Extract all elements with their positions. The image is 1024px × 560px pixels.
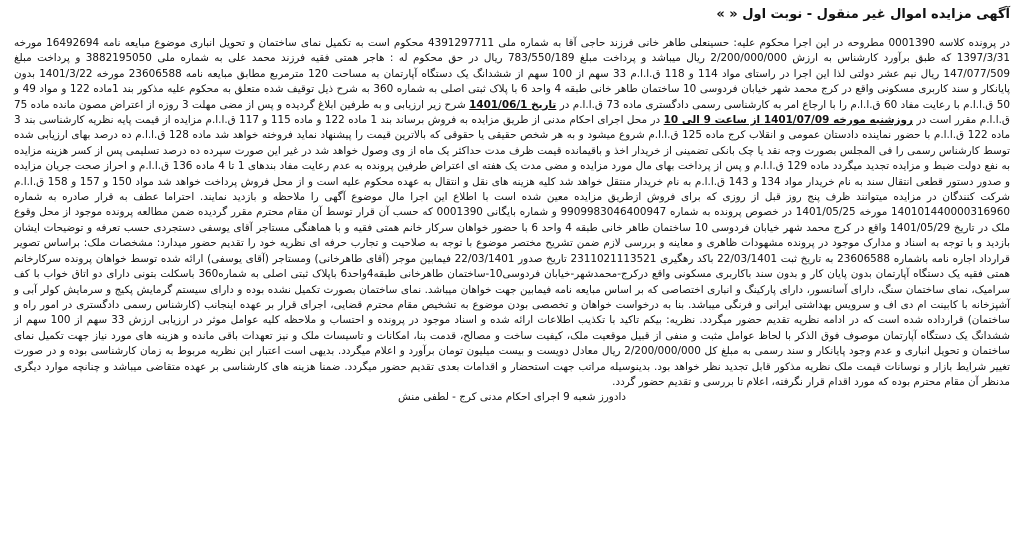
notice-title: آگهی مزایده اموال غیر منقول - نوبت اول « » bbox=[716, 7, 1010, 22]
signature: دادورز شعبه 9 اجرای احکام مدنی کرج - لطفی منش bbox=[398, 391, 626, 404]
notice-paragraph-1: در پرونده کلاسه 0001390 مطروحه در این اجرا محکوم علیه: حسینعلی طاهر خانی فرزند حاجی آقا به شماره ملی 4391297711 محکوم است به تکمیل نمای ساختمان و تحویل انباری موضوع مبایعه نامه 16492694 مورخه 1397/3/31 که طبق برآورد کارشناس به ارزش 2/200/000/000 ریال میباشد و پرداخت مبلغ 783/550/189 ریال در حق محکوم له : هاجر همتی فقیه فرزند محمد علی به شماره ملی 3882195050 و پرداخت مبلغ 147/077/509 ریال نیم عشر دولتی لذا این اجرا در راستای مواد 114 و 118 ق.ا.ا.م 33 سهم از 100 سهم از ششدانگ یک دستگاه آپارتمان به مساحت 120 مترمربع مطابق مبایعه نامه 23606588 مورخه 1401/3/22 بدون پایانکار و سند کاربری مسکونی واقع در کرج محمد شهر خیابان فردوسی 10 ساختمان طاهر خانی طبقه 4 واحد 6 با پلاک ثبتی اصلی به شماره 360 به شرح ذیل توقیف شده متعلق به محکوم علیه مذکور بند 1ماده 122 و مواد 49 و 50 ق.ا.ا.م با رعایت مفاد 60 ق.ا.ا.م را با ارجاع امر به کارشناسی رسمی دادگستری ماده 73 ق.ا.ا.م در bbox=[14, 37, 1011, 111]
auction-time: روزشنبه مورخه 1401/07/09 از ساعت 9 الی 10 bbox=[663, 114, 913, 127]
notice-paragraph-3: در محل اجرای احکام مدنی از طریق مزایده به فروش برساند بند 1 ماده 122 و ماده 115 و 117 ق.ا.ا.م مزایده از قیمت پایه نظریه کارشناسی بند 3 ماده 122 ق.ا.ا.م با حضور نماینده دادستان عمومی و انقلاب کرج ماده 125 ق.ا.ا.م شروع میشود و به هر شخص حقیقی یا حقوقی که بالاترین قیمت را پیشنهاد نماید فروخته خواهد شد ماده 128 ق.ا.ا.م ده درصد بهای ارزیابی شده توسط کارشناس رسمی را فی المجلس بصورت وجه نقد یا چک بانکی تضمینی از خریدار اخذ و باقیمانده قیمت ظرف مدت حداکثر یک ماه از وی وصول خواهد شد در غیر این صورت سپرده ده درصد تسلیمی پس از کسر هزینه مزایده به نفع دولت ضبط و مزایده تجدید میگردد ماده 129 ق.ا.ا.م و پس از پرداخت بهای مال مورد مزایده و مضی مدت یک هفته ای اعتراض طرفین پرونده به عدم رعایت مفاد بندهای 1 تا 4 ماده 136 ق.ا.ا.م و احراز صحت جریان مزایده و صدور دستور قطعی انتقال سند به نام خریدار مواد 134 و 143 ق.ا.ا.م به نام خریدار منتقل خواهد شد کلیه هزینه های نقل و انتقال به عهده محکوم علیه است و از محل فروش پرداخت خواهد شد مواد 150 و 157 و 158 ق.ا.ا.م شرکت کنندگان در مزایده میتوانند ظرف پنج روز قبل از روزی که برای فروش ازطریق مزایده معین شده است با اطلاع این اجرا مال موضوع آگهی را ملاحظه و بازدید نمایند. احتراما عطف به قرار صادره به شماره 140101440000316960 مورخه 1401/05/25 در خصوص پرونده به شماره 9909983046400947 و شماره بایگانی 0001390 که حسب آن قرار توسط آن مقام محترم مقرر گردیده ضمن مطالعه پرونده موجود از محل وقوع ملک در تاریخ 1401/05/29 واقع در کرج محمد شهر خیابان فردوسی 10 ساختمان طاهر خانی طبقه 4 واحد 6 با حضور خواهان سرکار خانم همتی فقیه و با هماهنگی مستاجر آقای یوسفی دستجردی حسب تعرفه و توضیحات ایشان بازدید و با توجه به اسناد و مدارک موجود در پرونده مشهودات ظاهری و معاینه و بررسی لازم ضمن تشریح مختصر موضوع با توجه به صلاحیت و تجارب حرفه ای نظریه خود را تقدیم حضور میدارد: مشخصات ملک: براساس تصویر قرارداد اجاره نامه باشماره 23606588 به تاریخ ثبت 22/03/1401 باکد رهگیری 2311021113521 تاریخ صدور 22/03/1401 فیمابین موجر (آقای طاهرخانی) ومستاجر (آقای یوسفی) ارائه شده توسط خواهان پرونده سرکارخانم همتی فقیه یک دستگاه آپارتمان بدون پایان کار و بدون سند باکاربری مسکونی واقع درکرج-محمدشهر-خیابان فردوسی10-ساختمان طاهرخانی طبقه4واحد6 باپلاک ثبتی اصلی به شماره360 باسکلت بتونی دارای دو اتاق خواب با کف سرامیک، نمای ساختمان سنگ، دارای آسانسور، دارای پارکینگ و انباری اختصاصی که بر اساس مبایعه نامه فیمابین جهت خواهان میباشد. نمای ساختمان بصورت تکمیل نشده بوده و دارای سیستم گرمایش پکیج و سرمایش کولر آبی و آشپزخانه با کابینت ام دی اف و سرویس بهداشتی ایرانی و فرنگی میباشد. بنا به درخواست خواهان و تخصصی بودن موضوع به تشخیص مقام محترم قضایی، اجرای قرار بر عهده اینجانب (کارشناس رسمی دادگستری در امور راه و ساختمان) قرارداده شده است که در ادامه نظریه تقدیم حضور میگردد. نظریه: بیکم تاکید با تکذیب اطلاعات ارائه شده و اسناد موجود در پرونده و احتساب و ملاحظه کلیه عوامل موثر در ارزیابی ارزش 33 سهم از 100 سهم از ششدانگ یک دستگاه آپارتمان موصوف فوق الذکر با لحاظ عوامل مثبت و منفی از قبیل موقعیت ملک، کیفیت ساخت و مصالح، قدمت بنا، امکانات و تاسیسات ملک و نیز تعهدات باقی مانده و هزینه های مورد نیاز جهت تکمیل نمای ساختمان و تحویل انباری و عدم وجود پایانکار و سند رسمی به مبلغ کل 2/200/000/000 ریال معادل دویست و بیست میلیون تومان برآورد و اعلام میگردد. بدیهی است اعتبار این نظریه مربوط به زمان کارشناسی بوده و در صورت تغییر شرایط بازار و نوسانات قیمت ملک نظریه مذکور قابل تجدید نظر خواهد بود. بدینوسیله مراتب جهت استحضار و اقدامات بعدی تقدیم حضور میگردد. ضمنا هزینه های کارشناسی بر عهده متقاضی میباشد و چنانچه موارد دیگری مدنظر آن مقام محترم بوده که مورد اقدام قرار نگرفته، اعلام تا بررسی و تقدیم حضور گردد. bbox=[14, 114, 1011, 388]
auction-date: تاریخ 1401/06/1 bbox=[469, 98, 557, 111]
notice-body bbox=[14, 36, 1010, 390]
notice-paragraph-2: شرح زیر ارزیابی و به طرفین ابلاغ گردیده و پس از مضی مهلت 3 روزه از اعتراض مصون مانده ماده 75 ق.ا.ا.م مقرر است در bbox=[14, 98, 1010, 127]
